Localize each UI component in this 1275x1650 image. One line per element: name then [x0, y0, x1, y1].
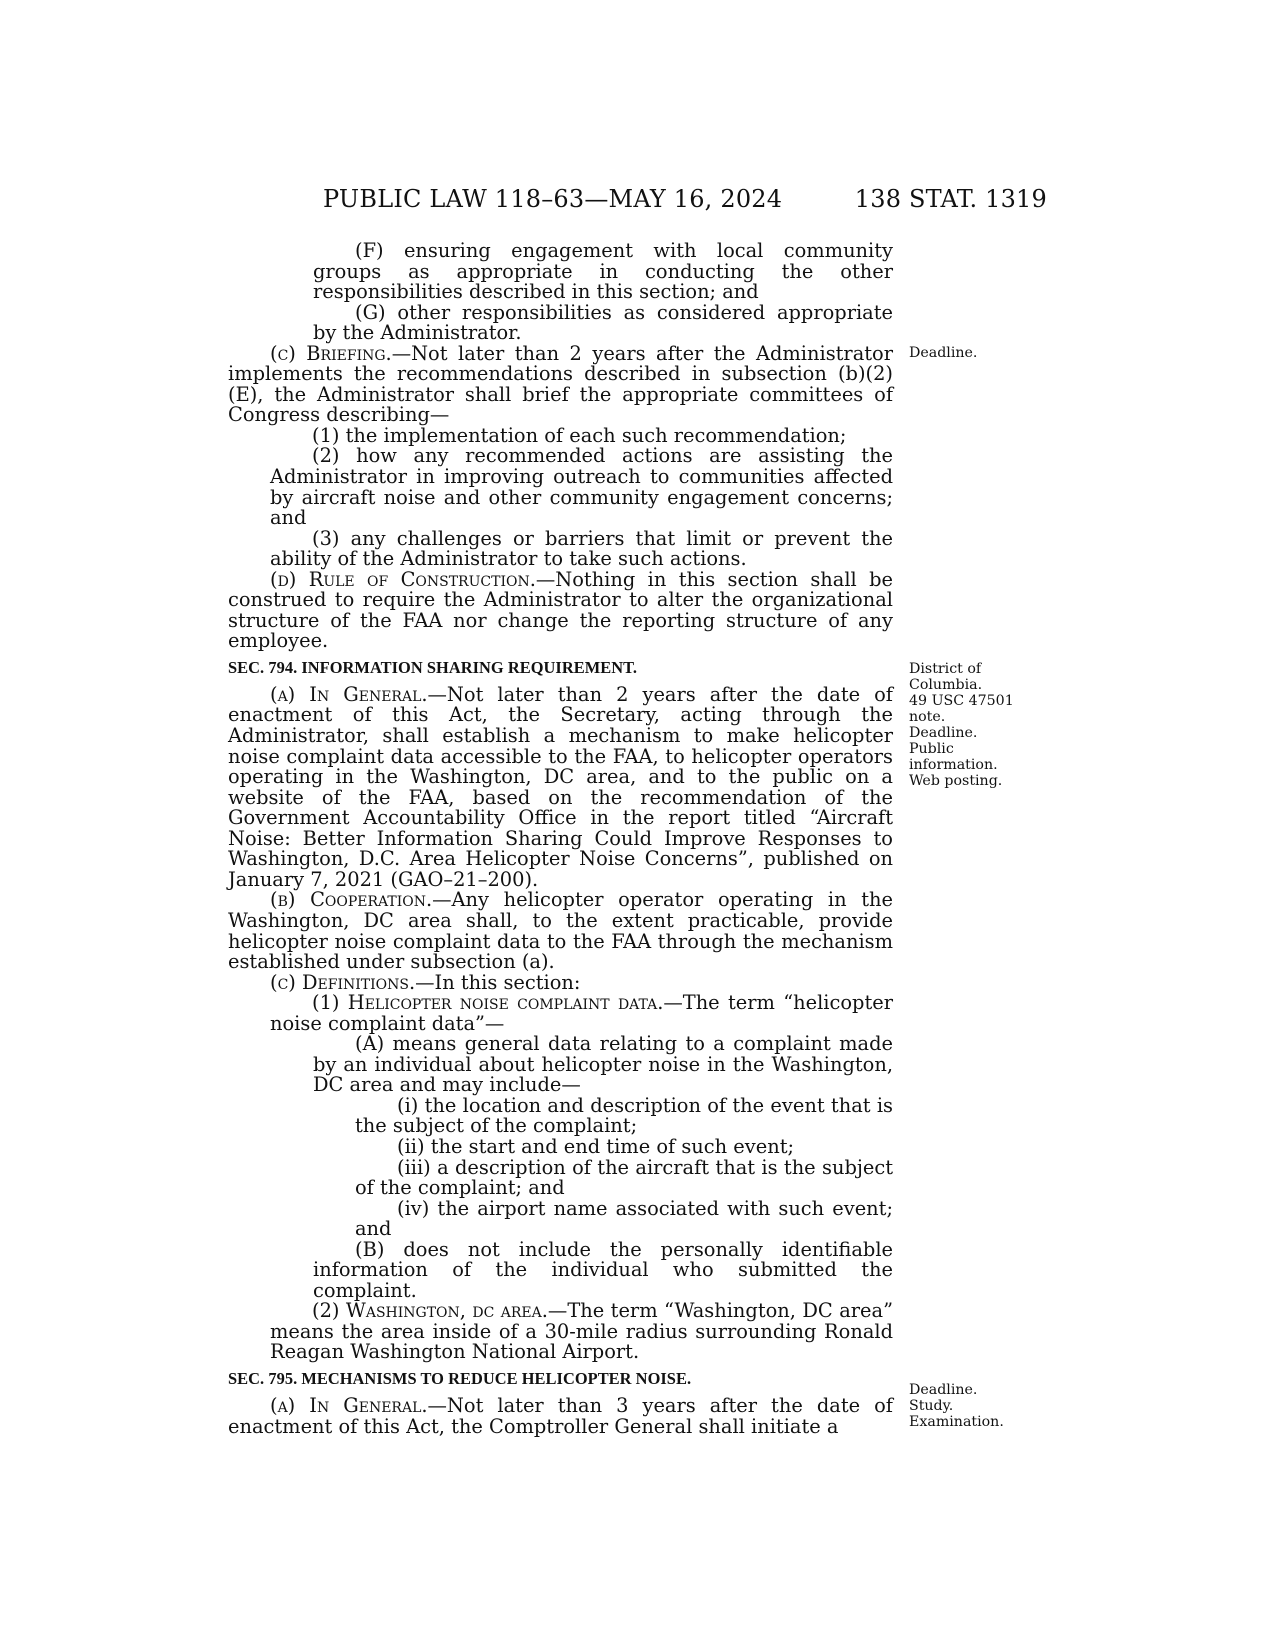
paragraph-G: (G) other responsibilities as considered appropriate by the Administrator.: [313, 300, 893, 345]
paragraph-heading: (2) Washington, dc area.: [312, 1299, 548, 1323]
subsection-heading: (d) Rule of Construction.: [270, 567, 536, 591]
margin-note-line: Web posting.: [909, 773, 1003, 789]
margin-note-section-794: [909, 661, 1039, 789]
section-794-ii: (ii) the start and end time of such event;: [397, 1134, 795, 1158]
margin-note-line: Study.: [909, 1398, 954, 1414]
margin-note-line: Public: [909, 741, 954, 757]
subsection-text: —Not later than 3 years after the date of enactment of this Act, the Comptroller General shall initiate a: [228, 1393, 893, 1438]
margin-note-line: note.: [909, 709, 946, 725]
section-794-c: [228, 970, 893, 994]
subsection-heading: (b) Cooperation.: [270, 888, 433, 912]
subsection-text: —Not later than 2 years after the date of enactment of this Act, the Secretary, acting through the Administrator, shall establish a mechanism to make helicopter noise complaint data accessible to the FAA, to helicopter operators operating in the Washington, DC area, and to the public on a website of the FAA, based on the recommendation of the Government Accountability Office in the report titled “Aircraft Noise: Better Information Sharing Could Improve Responses to Washington, D.C. Area Helicopter Noise Concerns”, published on January 7, 2021 (GAO–21–200).: [228, 682, 893, 891]
section-794-i: (i) the location and description of the event that is the subject of the complaint;: [355, 1093, 893, 1138]
paragraph-c2: (2) how any recommended actions are assisting the Administrator in improving outreach to communities affected by aircraft noise and other community engagement concerns; and: [270, 444, 893, 530]
margin-note-section-795: [909, 1382, 1039, 1430]
section-795-a: [228, 1393, 893, 1438]
section-794-c1: [228, 993, 893, 1034]
running-header-title: PUBLIC LAW 118–63—MAY 16, 2024: [323, 185, 783, 213]
subsection-heading: (a) In General.: [270, 1393, 428, 1417]
body-text: [228, 241, 893, 1437]
margin-note-line: Examination.: [909, 1414, 1004, 1430]
paragraph-c1: (1) the implementation of each such recommendation;: [312, 423, 847, 447]
section-794-a: [228, 682, 893, 891]
section-794-b: [228, 890, 893, 972]
margin-note-line: information.: [909, 757, 998, 773]
subsection-c-briefing: [228, 341, 894, 427]
section-794-A: (A) means general data relating to a complaint made by an individual about helicopter noise in the Washington, DC area and may include—: [313, 1032, 893, 1097]
margin-note-line: Columbia.: [909, 677, 983, 693]
section-794-B: (B) does not include the personally identifiable information of the individual who submitted the complaint.: [313, 1237, 893, 1302]
section-794-iii: (iii) a description of the aircraft that is the subject of the complaint; and: [355, 1155, 893, 1200]
subsection-text: —Any helicopter operator operating in the Washington, DC area shall, to the extent practicable, provide helicopter noise complaint data to the FAA through the mechanism established under subsection (a).: [228, 888, 893, 974]
margin-note-line: Deadline.: [909, 345, 978, 361]
subsection-text: —Not later than 2 years after the Administrator implements the recommendations described in subsection (b)(2)(E), the Administrator shall brief the appropriate committees of Congress describing—: [228, 341, 894, 427]
margin-note-line: 49 USC 47501: [909, 693, 1014, 709]
section-794-iv: (iv) the airport name associated with such event; and: [355, 1196, 893, 1241]
paragraph-c3: (3) any challenges or barriers that limit or prevent the ability of the Administrator to take such actions.: [270, 526, 893, 571]
section-794-title: SEC. 794. INFORMATION SHARING REQUIREMENT.: [228, 657, 638, 677]
section-795-title: SEC. 795. MECHANISMS TO REDUCE HELICOPTER NOISE.: [228, 1368, 692, 1388]
section-794-c2: [228, 1301, 893, 1363]
paragraph-text: —The term “Washington, DC area” means the area inside of a 30-mile radius surrounding Ronald Reagan Washington National Airport.: [270, 1299, 893, 1364]
margin-note-briefing: [909, 345, 1039, 361]
subsection-heading: (c) Briefing.: [270, 341, 392, 365]
margin-note-line: Deadline.: [909, 1382, 978, 1398]
margin-note-line: Deadline.: [909, 725, 978, 741]
subsection-text: —In this section:: [415, 970, 581, 994]
paragraph-heading: (1) Helicopter noise complaint data.: [312, 991, 664, 1015]
subsection-text: —Nothing in this section shall be construed to require the Administrator to alter the organizational structure of the FAA nor change the reporting structure of any employee.: [228, 567, 893, 653]
subsection-heading: (c) Definitions.: [270, 970, 416, 994]
paragraph-text: —The term “helicopter noise complaint data”—: [270, 991, 893, 1035]
running-header-stat: 138 STAT. 1319: [854, 185, 1047, 213]
paragraph-F: (F) ensuring engagement with local community groups as appropriate in conducting the other responsibilities described in this section; and: [313, 239, 893, 304]
subsection-d-rule: [228, 567, 893, 653]
subsection-heading: (a) In General.: [270, 682, 428, 706]
margin-note-line: District of: [909, 661, 982, 677]
